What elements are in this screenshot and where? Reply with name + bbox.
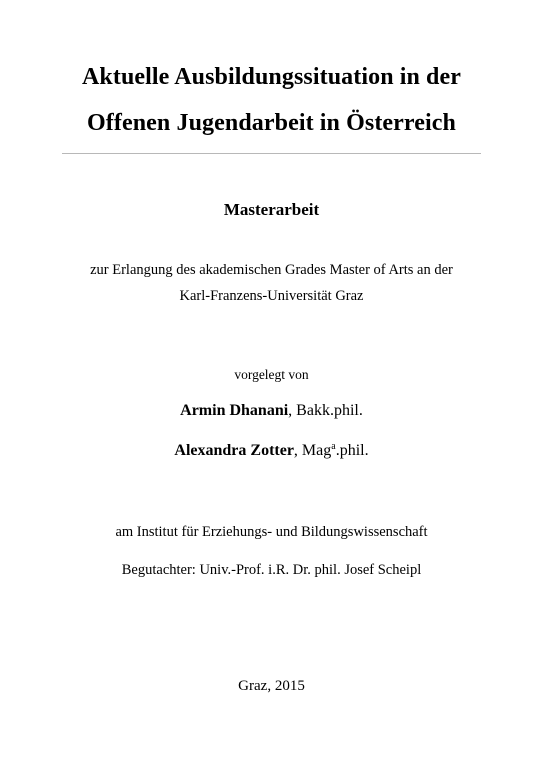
place-and-year: Graz, 2015 [238,678,305,694]
author-2-degree-superscript: a [331,441,336,452]
title-divider [62,153,481,154]
author-1-name: Armin Dhanani [180,402,289,419]
thesis-type: Masterarbeit [223,200,320,219]
institute: am Institut für Erziehungs- und Bildungswissenschaft [115,524,428,540]
degree-purpose-line-2: Karl-Franzens-Universität Graz [179,288,364,304]
degree-purpose-line-1: zur Erlangung des akademischen Grades Master of Arts an der [90,262,453,278]
thesis-title-line-2: Offenen Jugendarbeit in Österreich [87,110,456,136]
author-1 [0,402,543,420]
reviewer: Begutachter: Univ.-Prof. i.R. Dr. phil. Josef Scheipl [121,562,422,578]
author-2 [0,442,543,460]
author-1-degree: , Bakk.phil. [288,402,363,419]
author-2-degree-suffix: .phil. [335,442,369,459]
submitted-by-label: vorgelegt von [234,367,309,382]
author-2-degree: , Mag [293,442,332,459]
thesis-title-line-1: Aktuelle Ausbildungssituation in der [81,64,462,90]
author-2-name: Alexandra Zotter [174,442,294,459]
